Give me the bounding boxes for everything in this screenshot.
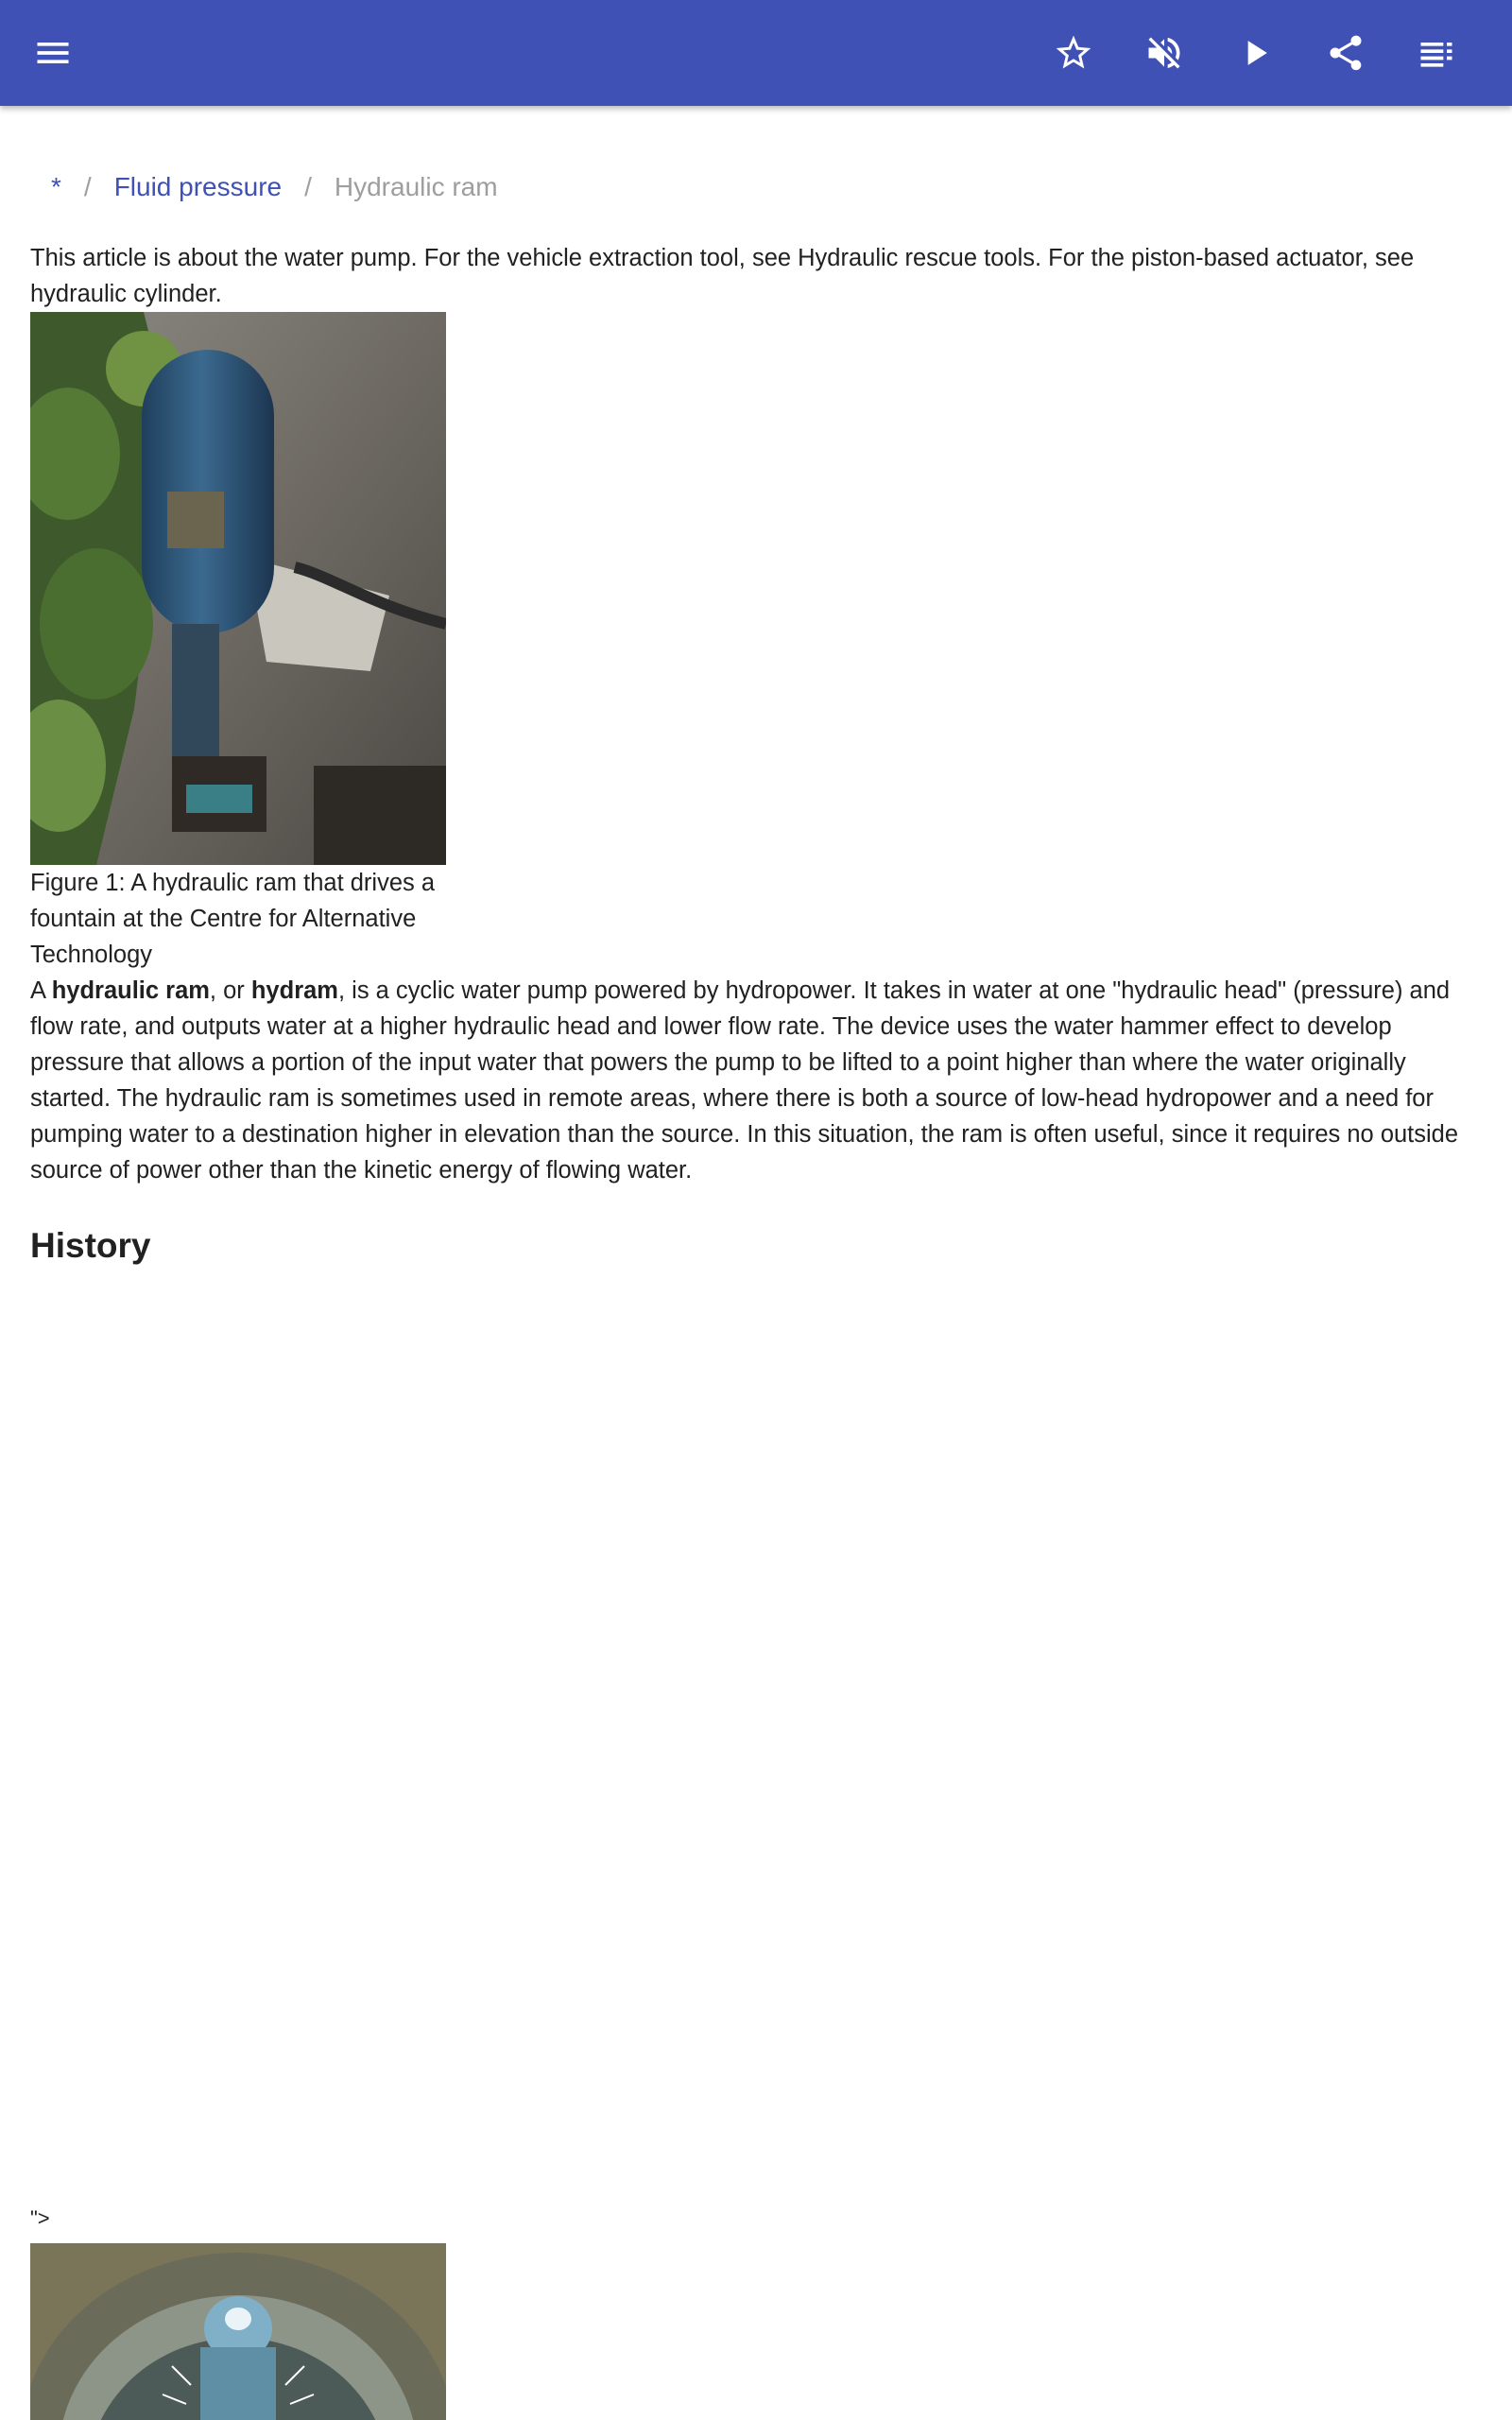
play-icon[interactable]: [1227, 25, 1283, 81]
intro-paragraph: A hydraulic ram, or hydram, is a cyclic water pump powered by hydropower. It takes in water at one "hydraulic head" (pressure) and flow rate, and outputs water at a higher hydraulic head and lower flow rate. The device uses the water hammer effect to develop pressure that allows a portion of the input water that powers the pump to be lifted to a point higher than where the water originally started. The hydraulic ram is sometimes used in remote areas, where there is both a source of low-head hydropower and a need for pumping water to a destination higher in elevation than the source. In this situation, the ram is often useful, since it requires no outside source of power other than the kinetic energy of flowing water.: [30, 977, 1459, 1184]
term-hydram: hydram: [250, 977, 338, 1004]
breadcrumb-separator: /: [83, 172, 92, 201]
playlist-icon[interactable]: [1408, 25, 1465, 81]
section-heading-history: History: [30, 1226, 151, 1265]
app-bar: [0, 0, 1512, 106]
volume-off-icon[interactable]: [1136, 25, 1193, 81]
hydraulic-ram-photo[interactable]: [30, 312, 446, 865]
breadcrumb-home-link[interactable]: *: [51, 172, 61, 201]
breadcrumb-current: Hydraulic ram: [334, 172, 498, 201]
star-outline-icon[interactable]: [1045, 25, 1102, 81]
fountain-photo[interactable]: [30, 2243, 446, 2420]
hatnote: This article is about the water pump. For the vehicle extraction tool, see Hydraulic rescue tools. For the piston-based actuator, see hydraulic cylinder.: [30, 245, 1415, 307]
term-hydraulic-ram: hydraulic ram: [51, 977, 210, 1004]
breadcrumb-separator: /: [304, 172, 312, 201]
article-content: [30, 240, 1482, 1268]
stray-markup-text: ">: [30, 2206, 50, 2230]
breadcrumb-parent-link[interactable]: Fluid pressure: [113, 172, 283, 201]
menu-icon[interactable]: [25, 25, 81, 81]
share-icon[interactable]: [1317, 25, 1374, 81]
breadcrumb: [51, 168, 498, 206]
figure-caption: Figure 1: A hydraulic ram that drives a fountain at the Centre for Alternative Technology: [30, 870, 436, 968]
